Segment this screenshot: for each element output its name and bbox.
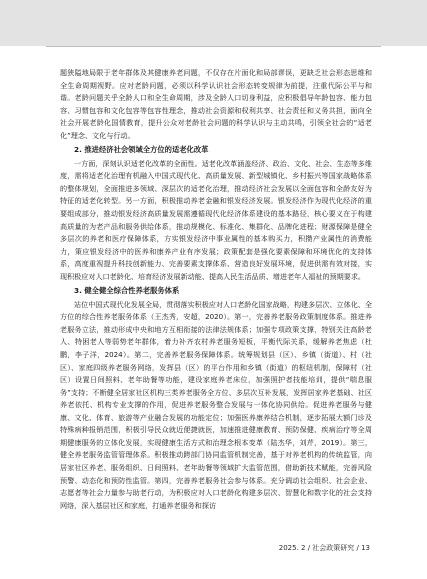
- article-body: [60, 67, 372, 512]
- paragraph-3: 站位中国式现代化发展全局，贯彻落实积极应对人口老龄化国家战略，构建多层次、立体化、全方位的综合性养老服务体系（王杰秀，安超，2020）。第一，完善养老服务政策制度体系。推进养老服务立法，推动形成中央和地方互相衔接的法律法规体系；加强专项政策支撑，特别关注高龄老人、特困老人等弱势老年群体，着力补齐农村养老服务短板，平衡代际关系，缓解养老焦虑（杜鹏，李子洋，2024）。第二，完善养老服务保障体系。统筹规划县（区）、乡镇（街道）、村（社区）、家庭四级养老服务网络，发挥县（区）的平台作用和乡镇（街道）的枢纽机制，保障村（社区）设置日间照料、老年助餐等功能，建设家庭养老床位，加强照护者技能培训，提供“喘息服务”支持；不断健全居家社区机构三类养老服务全方位、多层次互补发展，发挥居家养老基础、社区养老依托、机构专业支撑的作用，促进养老服务整合发展与一体化协同供给。促进养老服务与健康、文化、体育、旅游等产业融合发展的功能定位；加强医养康养结合机制，逐步拓展大额门诊及特殊病种报销范围，积极引导民众就近便捷就医，加速推进健康教育、预防保健、疾病治疗等全周期健康服务的立体化发展，实现健康生活方式和治理念根本变革（陆杰华，刘芹，2019）。第三，健全养老服务监管管理体系。积极推动跨部门协同监管机制完善，基于对养老机构的传统监管，向居家社区养老、服务组织、日间照料、老年助餐等领域扩大监管范围，借助新技术赋能，完善风险预警、动态化和预防性监管。第四，完善养老服务社会参与体系。充分调动社会组织、社会企业、志愿者等社会力量参与助老行动，为积极应对人口老龄化构建多层次、智慧化和数字化的社会支持网络，深入基层社区和家庭，打通养老服务和探访: [60, 299, 373, 510]
- page-top-band: [0, 0, 427, 46]
- section-heading-2: 2. 推进经济社会领域全方位的适老化改革: [74, 145, 209, 155]
- section-heading-3: 3. 健全健全综合性养老服务体系: [74, 286, 180, 296]
- paragraph-1: 题狭隘地局限于老年群体及其健康养老问题，不仅存在片面化和局部谬误，更缺乏社会形态思维和全生命周期视野。应对老龄问题，必须以科学认识社会形态转变规律为前提，注重代际公平与和谐。老龄问题关乎全龄人口和全生命周期，涉及全龄人口切身利益，应积极倡导年龄包容、能力包容、习惯包容和文化包容等包容性理念，推动社会资源和权利共享、社会责任和义务共担，面向全社会开展老龄化国情教育，提升公众对老龄社会问题的科学认识与主动共鸣，引领全社会的“适老化”理念、文化与行动。: [60, 68, 372, 140]
- header-rule: [46, 46, 381, 47]
- paragraph-2: 一方面，深刻认识适老化改革的全面性。适老化改革涵盖经济、政治、文化、社会、生态等多维度，需将适老化治理有机融入中国式现代化、高质量发展、新型城镇化、乡村振兴等国家战略体系的整体规划，全面推进多领域、深层次的适老化治理，推动经济社会发展以全面包容和全龄友好为特征的适老化转型。另一方面，积极推动养老金融和银发经济发展。银发经济作为现代化经济的重要组成部分，推动银发经济高质量发展需遵循现代化经济体系建设的基本路径，核心要义在于构建高质量的为老产品和服务供给体系，推动规模化、标准化、集群化、品牌化进程；财源保障是健全多层次的养老和医疗保障体系，方实银发经济中事业属性的基本购买力，积攒产业属性的消费能力，策应银发经济中的医养和康养产业有序发展；政策配套是强化要素保障和环境优化的支持体系，高度重视提升科技创新能力、完善要素支撑体系、营造良好发展环境，促进供需有效对接，实现积极应对人口老龄化、培育经济发展新动能、提高人民生活品质、增进老年人福祉的预期要求。: [60, 158, 372, 281]
- page-footer: 2025. 2 / 社会政策研究 / 13: [278, 544, 370, 552]
